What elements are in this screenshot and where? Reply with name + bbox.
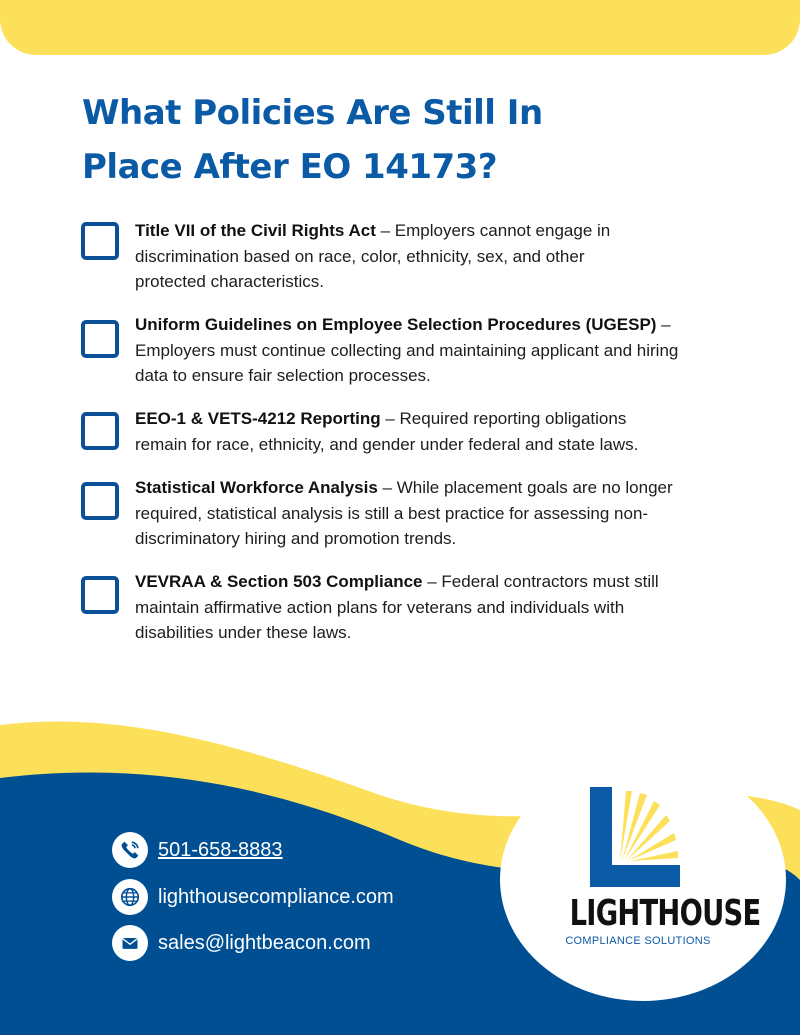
- item-line: required, statistical analysis is still a best practice for assessing non-: [135, 503, 649, 523]
- item-text: [135, 569, 659, 646]
- checkbox[interactable]: [81, 222, 119, 260]
- item-text: [135, 475, 673, 552]
- item-heading: Statistical Workforce Analysis: [135, 478, 378, 497]
- logo-tagline: COMPLIANCE SOLUTIONS: [565, 935, 711, 947]
- checkbox[interactable]: [81, 482, 119, 520]
- mail-icon: [112, 925, 148, 961]
- item-line: remain for race, ethnicity, and gender under federal and state laws.: [135, 434, 639, 454]
- logo-wordmark: LIGHTHOUSE: [569, 893, 761, 934]
- phone-icon: [112, 832, 148, 868]
- checkbox[interactable]: [81, 576, 119, 614]
- item-line: discrimination based on race, color, ethnicity, sex, and other: [135, 246, 585, 266]
- contact-email[interactable]: [112, 925, 371, 961]
- lighthouse-logo-icon: [590, 787, 682, 892]
- checkbox[interactable]: [81, 412, 119, 450]
- website-link[interactable]: lighthousecompliance.com: [158, 885, 394, 908]
- item-line: – Federal contractors must still: [422, 572, 659, 591]
- item-text: [135, 218, 610, 295]
- item-text: [135, 312, 678, 389]
- item-line: – Employers cannot engage in: [375, 221, 611, 240]
- contact-phone[interactable]: [112, 832, 283, 868]
- item-line: – While placement goals are no longer: [377, 478, 673, 497]
- top-yellow-band: [0, 0, 800, 55]
- item-line: maintain affirmative action plans for veterans and individuals with: [135, 597, 625, 617]
- phone-link[interactable]: 501-658-8883: [158, 838, 283, 861]
- item-heading: VEVRAA & Section 503 Compliance: [135, 572, 423, 591]
- item-line: protected characteristics.: [135, 272, 324, 291]
- contact-website[interactable]: [112, 879, 394, 915]
- item-text: [135, 406, 638, 457]
- item-line: –: [656, 315, 671, 334]
- item-heading: EEO-1 & VETS-4212 Reporting: [135, 409, 381, 428]
- item-heading: Title VII of the Civil Rights Act: [135, 221, 376, 240]
- item-line: discriminatory hiring and promotion trends.: [135, 529, 457, 548]
- title-line-1: What Policies Are Still In: [82, 93, 543, 133]
- item-line: disabilities under these laws.: [135, 623, 352, 642]
- item-line: – Required reporting obligations: [380, 409, 627, 428]
- title-line-2: Place After EO 14173?: [82, 147, 498, 187]
- checkbox[interactable]: [81, 320, 119, 358]
- email-link[interactable]: sales@lightbeacon.com: [158, 931, 371, 954]
- globe-icon: [112, 879, 148, 915]
- item-line: Employers must continue collecting and maintaining applicant and hiring: [135, 340, 679, 360]
- item-heading: Uniform Guidelines on Employee Selection Procedures (UGESP): [135, 315, 657, 334]
- item-line: data to ensure fair selection processes.: [135, 366, 431, 385]
- page-title: [82, 86, 702, 194]
